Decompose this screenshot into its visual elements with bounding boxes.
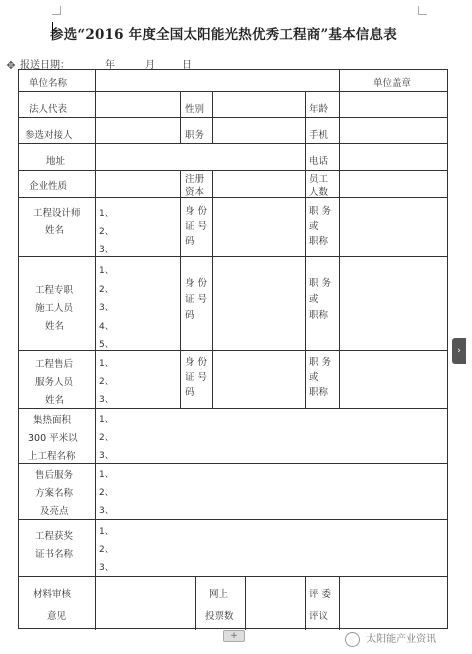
page-corner-mark-right (418, 6, 427, 15)
watermark (345, 630, 436, 647)
collector-item-3: 3、 (99, 451, 114, 461)
staff-count-label-2: 人数 (309, 187, 329, 198)
column-line (180, 91, 181, 117)
basic-info-form-table[interactable] (18, 69, 448, 629)
aftersales-label-3: 姓名 (45, 395, 65, 406)
plus-icon[interactable]: + (223, 630, 245, 642)
construction-item-3: 3、 (99, 303, 114, 313)
row-line (19, 91, 447, 92)
jury-review-label-1: 评 委 (309, 589, 332, 600)
designer-item-1: 1、 (99, 209, 114, 219)
construction-id-label-1: 身 份 (185, 278, 208, 289)
designer-id-label-1: 身 份 (185, 206, 208, 217)
collector-projects-label-1: 集热面积 (33, 415, 72, 426)
row-line (19, 408, 447, 409)
designer-id-label-2: 证 号 (185, 221, 208, 232)
column-line (245, 576, 246, 630)
column-line (195, 576, 196, 630)
service-plan-item-3: 3、 (99, 506, 114, 516)
aftersales-id-label-1: 身 份 (185, 357, 208, 368)
service-plan-item-2: 2、 (99, 488, 114, 498)
review-label-2: 意见 (47, 611, 67, 622)
staff-count-label-1: 员工 (309, 174, 329, 185)
online-votes-label-2: 投票数 (205, 611, 234, 622)
position-label: 职务 (185, 130, 205, 141)
service-plan-label-1: 售后服务 (35, 470, 74, 481)
row-line (19, 170, 447, 171)
collector-item-1: 1、 (99, 415, 114, 425)
row-line (19, 143, 447, 144)
column-line (180, 117, 181, 143)
column-line (339, 576, 340, 630)
column-line (305, 117, 306, 143)
designer-id-label-3: 码 (185, 236, 195, 247)
designer-label-1: 工程设计师 (33, 208, 81, 219)
column-line (305, 576, 306, 630)
construction-label-1: 工程专职 (35, 285, 74, 296)
aftersales-label-1: 工程售后 (35, 359, 74, 370)
row-line (19, 256, 447, 257)
award-item-1: 1、 (99, 527, 114, 537)
date-year-label: 年 (105, 60, 115, 71)
row-line (19, 197, 447, 198)
designer-post-label-2: 或 (309, 221, 319, 232)
date-day-label: 日 (182, 60, 192, 71)
aftersales-id-label-3: 码 (185, 387, 195, 398)
registered-capital-label-2: 资本 (185, 187, 205, 198)
award-label-1: 工程获奖 (35, 531, 74, 542)
construction-item-1: 1、 (99, 266, 114, 276)
four-arrow-move-icon[interactable]: ✥ (6, 59, 16, 72)
column-line (95, 70, 96, 630)
construction-label-3: 姓名 (45, 321, 65, 332)
column-line (180, 197, 181, 408)
column-line (305, 197, 306, 408)
collector-item-2: 2、 (99, 433, 114, 443)
designer-label-2: 姓名 (45, 225, 65, 236)
row-line (19, 519, 447, 520)
aftersales-id-label-2: 证 号 (185, 372, 208, 383)
online-votes-label-1: 网上 (209, 589, 229, 600)
legal-rep-label: 法人代表 (29, 104, 68, 115)
company-nature-label: 企业性质 (29, 181, 68, 192)
construction-item-2: 2、 (99, 285, 114, 295)
award-label-2: 证书名称 (35, 549, 74, 560)
collector-projects-label-2: 300 平米以 (28, 433, 78, 444)
service-plan-item-1: 1、 (99, 470, 114, 480)
review-label-1: 材料审核 (33, 589, 72, 600)
aftersales-item-3: 3、 (99, 395, 114, 405)
jury-review-label-2: 评议 (309, 611, 329, 622)
construction-post-label-2: 或 (309, 294, 319, 305)
service-plan-label-3: 及亮点 (40, 506, 69, 517)
row-line (19, 350, 447, 351)
document-title[interactable]: 参选“2016 年度全国太阳能光热优秀工程商”基本信息表 (50, 27, 397, 43)
registered-capital-label-1: 注册 (185, 174, 205, 185)
column-line (180, 170, 181, 197)
award-item-3: 3、 (99, 563, 114, 573)
column-line (212, 117, 213, 143)
column-line (339, 70, 340, 197)
gender-label: 性别 (185, 104, 205, 115)
designer-item-2: 2、 (99, 227, 114, 237)
column-line (212, 91, 213, 117)
row-line (19, 576, 447, 577)
aftersales-post-label-3: 职称 (309, 387, 329, 398)
construction-post-label-1: 职 务 (309, 278, 332, 289)
aftersales-item-1: 1、 (99, 359, 114, 369)
construction-id-label-2: 证 号 (185, 294, 208, 305)
column-line (305, 143, 306, 170)
aftersales-item-2: 2、 (99, 377, 114, 387)
watermark-text: 太阳能产业资讯 (366, 634, 437, 645)
column-line (305, 91, 306, 117)
chevron-right-icon[interactable]: › (452, 338, 466, 364)
construction-label-2: 施工人员 (35, 303, 74, 314)
column-line (339, 197, 340, 408)
column-line (212, 170, 213, 197)
service-plan-label-2: 方案名称 (35, 488, 74, 499)
date-month-label: 月 (145, 60, 155, 71)
aftersales-label-2: 服务人员 (35, 377, 74, 388)
address-label: 地址 (46, 156, 66, 167)
contact-person-label: 参选对接人 (25, 130, 73, 141)
award-item-2: 2、 (99, 545, 114, 555)
row-line (19, 463, 447, 464)
unit-name-label: 单位名称 (29, 78, 68, 89)
construction-id-label-3: 码 (185, 310, 195, 321)
construction-item-4: 4、 (99, 322, 114, 332)
mobile-label: 手机 (309, 130, 329, 141)
construction-item-5: 5、 (99, 340, 114, 350)
unit-seal-label: 单位盖章 (373, 78, 412, 89)
construction-post-label-3: 职称 (309, 310, 329, 321)
aftersales-post-label-1: 职 务 (309, 357, 332, 368)
designer-post-label-1: 职 务 (309, 206, 332, 217)
aftersales-post-label-2: 或 (309, 372, 319, 383)
date-label: 报送日期： (20, 60, 70, 71)
designer-item-3: 3、 (99, 245, 114, 255)
phone-label: 电话 (309, 156, 329, 167)
column-line (212, 197, 213, 408)
age-label: 年龄 (309, 104, 329, 115)
column-line (305, 170, 306, 197)
collector-projects-label-3: 上工程名称 (28, 451, 76, 462)
page-corner-mark-left (52, 6, 61, 15)
wechat-logo-icon (345, 632, 360, 647)
designer-post-label-3: 职称 (309, 236, 329, 247)
row-line (19, 117, 447, 118)
